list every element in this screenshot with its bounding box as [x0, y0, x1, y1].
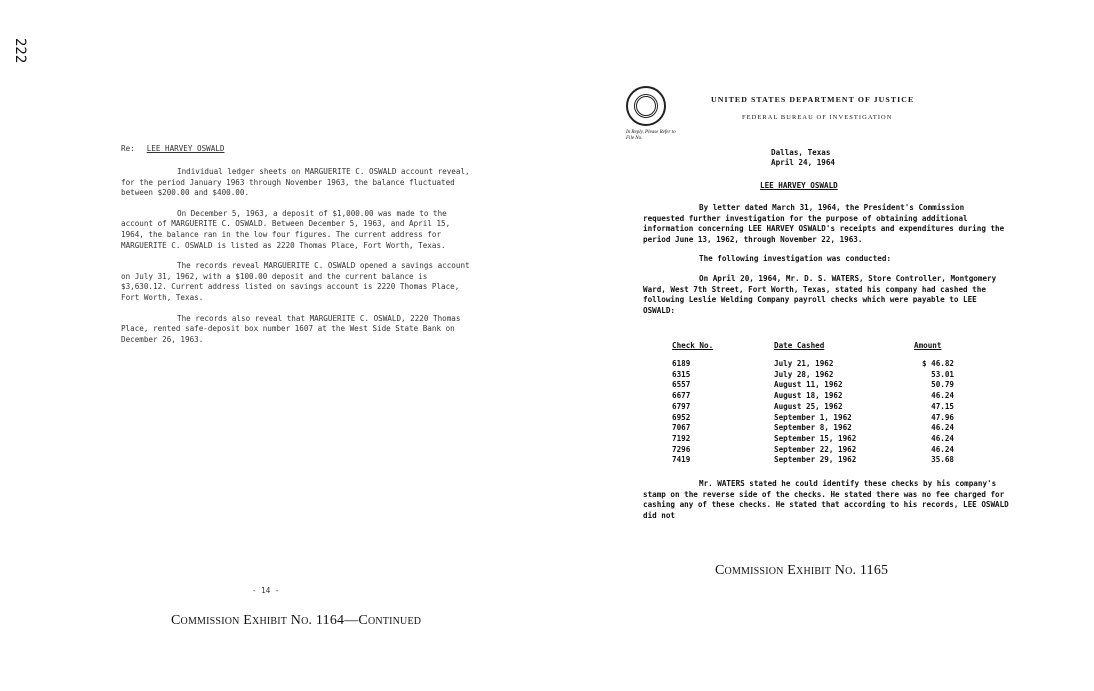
date-cashed: July 21, 1962 [774, 359, 834, 368]
dateline [771, 148, 835, 168]
check-number: 7296 [672, 444, 691, 454]
letter-date: April 24, 1964 [771, 158, 836, 167]
table-row [672, 391, 954, 402]
re-subject: LEE HARVEY OSWALD [146, 144, 225, 153]
amount: 46.24 [931, 444, 954, 454]
department-heading: UNITED STATES DEPARTMENT OF JUSTICE [711, 95, 915, 104]
check-number: 7192 [672, 433, 691, 443]
left-caption [171, 613, 421, 629]
column-header: Check No. [672, 341, 714, 350]
table-row [672, 402, 954, 413]
right-body [643, 203, 1009, 316]
left-caption-text: Commission Exhibit No. 1164—Continued [171, 613, 422, 628]
check-number: 6952 [672, 412, 691, 422]
date-cashed: September 29, 1962 [774, 455, 857, 465]
date-cashed: September 15, 1962 [774, 433, 857, 443]
check-number: 6797 [672, 401, 691, 411]
right-closing [643, 479, 1009, 521]
left-paragraph: On December 5, 1963, a deposit of $1,000.00 was made to the account of MARGUERITE C. OSWALD. Between December 5, 1963, and April 15, 1964, the balance ran in the low four figures. The current address for MARGUERITE C. OSWALD is listed as 2220 Thomas Place, Fort Worth, Texas. [121, 208, 451, 250]
check-number: 6557 [672, 380, 691, 390]
right-paragraph: By letter dated March 31, 1964, the President's Commission requested further investigation for the purpose of obtaining additional information concerning LEE HARVEY OSWALD's receipts and expenditures during the period June 13, 1962, through November 22, 1963. [643, 203, 1005, 244]
reply-ref-line: File No. [626, 136, 643, 141]
left-body [121, 167, 473, 345]
table-row [672, 423, 954, 434]
right-paragraph: The following investigation was conducted: [699, 254, 892, 264]
date-cashed: September 22, 1962 [774, 444, 857, 454]
reply-reference [626, 130, 676, 142]
table-row [672, 359, 954, 370]
amount: 46.24 [931, 391, 954, 401]
amount: 46.24 [931, 433, 954, 443]
letter-subject: LEE HARVEY OSWALD [760, 181, 838, 190]
table-row [672, 380, 954, 391]
left-paragraph: The records reveal MARGUERITE C. OSWALD opened a savings account on July 31, 1962, with a $100.00 deposit and the current balance is $3,630.12. Current address listed on savings account is 2220 Thomas Place, Fort Worth, Texas. [121, 261, 470, 302]
amount: 35.68 [931, 455, 954, 465]
right-caption-text: Commission Exhibit No. 1165 [715, 563, 889, 578]
check-number: 6189 [672, 359, 691, 368]
table-row [672, 370, 954, 381]
left-paragraph: The records also reveal that MARGUERITE C. OSWALD, 2220 Thomas Place, rented safe-deposit box number 1607 at the West Side State Bank on December 26, 1963. [121, 313, 461, 344]
re-line [121, 144, 224, 153]
amount: 47.96 [931, 412, 954, 422]
date-cashed: July 28, 1962 [774, 369, 834, 379]
column-header: Date Cashed [774, 341, 825, 350]
date-cashed: August 25, 1962 [774, 401, 843, 411]
date-cashed: August 11, 1962 [774, 380, 843, 390]
table-row [672, 413, 954, 424]
re-label: Re: [121, 144, 135, 153]
amount: $ 46.82 [921, 359, 954, 368]
city: Dallas, Texas [771, 148, 831, 157]
column-header: Amount [914, 341, 942, 350]
table-row [672, 455, 954, 466]
date-cashed: August 18, 1962 [774, 391, 843, 401]
check-number: 7419 [672, 455, 691, 465]
fbi-seal-icon [626, 86, 666, 126]
table-row [672, 445, 954, 456]
amount: 46.24 [931, 423, 954, 433]
check-number: 6315 [672, 369, 691, 379]
closing-paragraph: Mr. WATERS stated he could identify these checks by his company's stamp on the reverse side of the checks. He stated there was no fee charged for cashing any of these checks. He stated that according to his records, LEE OSWALD did not [643, 479, 1009, 520]
bureau-heading: FEDERAL BUREAU OF INVESTIGATION [742, 114, 893, 121]
amount: 47.15 [931, 401, 954, 411]
date-cashed: September 8, 1962 [774, 423, 852, 433]
date-cashed: September 1, 1962 [774, 412, 852, 422]
page-number: 222 [12, 38, 28, 64]
checks-table [672, 341, 954, 466]
table-header-row [672, 341, 954, 359]
check-number: 7067 [672, 423, 691, 433]
check-number: 6677 [672, 391, 691, 401]
left-footer-page: - 14 - [252, 586, 280, 595]
reply-ref-line: In Reply, Please Refer to [626, 130, 676, 135]
right-paragraph: On April 20, 1964, Mr. D. S. WATERS, Store Controller, Montgomery Ward, West 7th Street, Fort Worth, Texas, stated his company had cashed the following Leslie Welding Company payroll checks which were payable to LEE OSWALD: [643, 273, 997, 315]
amount: 50.79 [931, 380, 954, 390]
left-paragraph: Individual ledger sheets on MARGUERITE C. OSWALD account reveal, for the period January 1963 through November 1963, the balance fluctuated between $200.00 and $400.00. [121, 167, 470, 198]
amount: 53.01 [931, 369, 954, 379]
table-row [672, 434, 954, 445]
right-caption [715, 563, 888, 579]
